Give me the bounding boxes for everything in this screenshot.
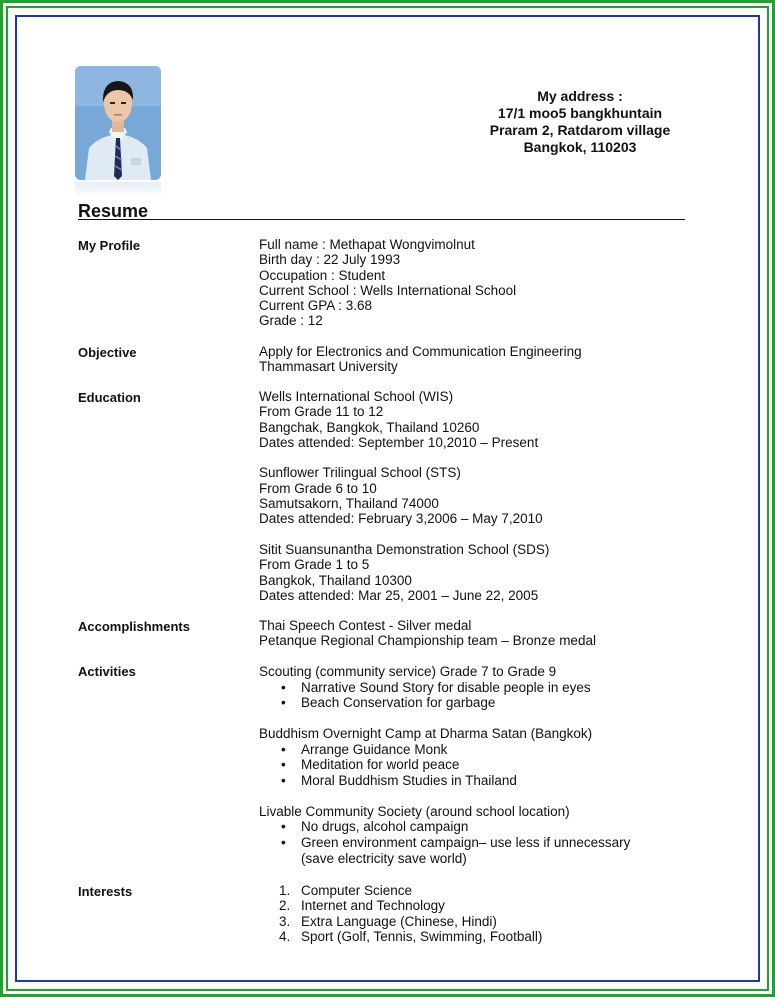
address-line-2: Praram 2, Ratdarom village xyxy=(489,122,671,138)
section-label-activities: Activities xyxy=(78,664,136,679)
interest-item: 1. Computer Science xyxy=(279,883,413,898)
section-body-interests xyxy=(259,883,719,944)
activity-bullet: • No drugs, alcohol campaign xyxy=(281,819,469,835)
bullet-icon: • xyxy=(281,757,286,773)
activity-bullet: • Arrange Guidance Monk xyxy=(281,741,448,757)
activity-title: Scouting (community service) Grade 7 to Grade 9 xyxy=(259,664,557,679)
activity-title: Livable Community Society (around school location) xyxy=(259,803,570,819)
title-underline xyxy=(78,219,685,220)
bullet-icon: • xyxy=(281,679,286,695)
interest-item: 4. Sport (Golf, Tennis, Swimming, Football) xyxy=(279,928,543,944)
profile-gpa: Current GPA : 3.68 xyxy=(259,298,373,314)
section-body-accomplishments xyxy=(259,618,719,649)
activity-bullet: • Beach Conservation for garbage xyxy=(281,695,496,711)
bullet-icon: • xyxy=(281,772,286,788)
school-grades: From Grade 1 to 5 xyxy=(259,557,370,573)
school-dates: Dates attended: Mar 25, 2001 – June 22, 2005 xyxy=(259,587,539,603)
bullet-icon: • xyxy=(281,834,286,850)
bullet-icon: • xyxy=(281,695,286,711)
school-name: Wells International School (WIS) xyxy=(259,389,454,404)
section-body-objective xyxy=(259,344,719,375)
interest-item: 2. Internet and Technology xyxy=(279,898,445,914)
section-label-accomplishments: Accomplishments xyxy=(78,619,190,634)
school-dates: Dates attended: September 10,2010 – Present xyxy=(259,434,539,450)
profile-occupation: Occupation : Student xyxy=(259,267,386,283)
address-line-3: Bangkok, 110203 xyxy=(523,139,637,155)
school-dates: Dates attended: February 3,2006 – May 7,2010 xyxy=(259,511,543,527)
section-label-profile: My Profile xyxy=(78,238,141,253)
document-title: Resume xyxy=(78,201,149,221)
school-grades: From Grade 6 to 10 xyxy=(259,480,377,496)
photo-reflection xyxy=(75,182,161,198)
profile-birthday: Birth day : 22 July 1993 xyxy=(259,252,401,268)
profile-full-name: Full name : Methapat Wongvimolnut xyxy=(259,237,475,252)
school-location: Bangkok, Thailand 10300 xyxy=(259,572,412,588)
school-name: Sunflower Trilingual School (STS) xyxy=(259,465,461,481)
profile-current-school: Current School : Wells International School xyxy=(259,282,517,298)
accomplishment-item: Thai Speech Contest - Silver medal xyxy=(259,618,472,633)
objective-line: Apply for Electronics and Communication Engineering xyxy=(259,344,582,359)
school-location: Bangchak, Bangkok, Thailand 10260 xyxy=(259,419,480,435)
profile-grade: Grade : 12 xyxy=(259,313,323,329)
section-body-activities xyxy=(259,664,719,866)
activity-bullet-continuation: (save electricity save world) xyxy=(301,850,467,866)
activity-bullet: • Green environment campaign– use less if unnecessary xyxy=(281,834,631,850)
section-label-objective: Objective xyxy=(78,345,137,360)
objective-line: Thammasart University xyxy=(259,359,398,375)
address-line-1: 17/1 moo5 bangkhuntain xyxy=(497,105,663,121)
section-label-interests: Interests xyxy=(78,884,133,899)
activity-title: Buddhism Overnight Camp at Dharma Satan (Bangkok) xyxy=(259,726,593,742)
section-label-education: Education xyxy=(78,390,141,405)
person-portrait-icon xyxy=(75,66,161,180)
address-heading: My address : xyxy=(537,88,623,104)
school-name: Sitit Suansunantha Demonstration School (SDS) xyxy=(259,541,550,557)
activity-bullet: • Meditation for world peace xyxy=(281,757,460,773)
bullet-icon: • xyxy=(281,819,286,835)
address-block xyxy=(440,88,720,156)
school-grades: From Grade 11 to 12 xyxy=(259,404,384,420)
section-body-profile xyxy=(259,237,719,329)
section-body-education xyxy=(259,389,719,603)
activity-bullet: • Moral Buddhism Studies in Thailand xyxy=(281,772,517,788)
bullet-icon: • xyxy=(281,741,286,757)
school-location: Samutsakorn, Thailand 74000 xyxy=(259,496,439,512)
accomplishment-item: Petanque Regional Championship team – Bronze medal xyxy=(259,633,596,649)
activity-bullet: • Narrative Sound Story for disable people in eyes xyxy=(281,679,591,695)
profile-photo xyxy=(75,66,161,180)
interest-item: 3. Extra Language (Chinese, Hindi) xyxy=(279,913,497,929)
